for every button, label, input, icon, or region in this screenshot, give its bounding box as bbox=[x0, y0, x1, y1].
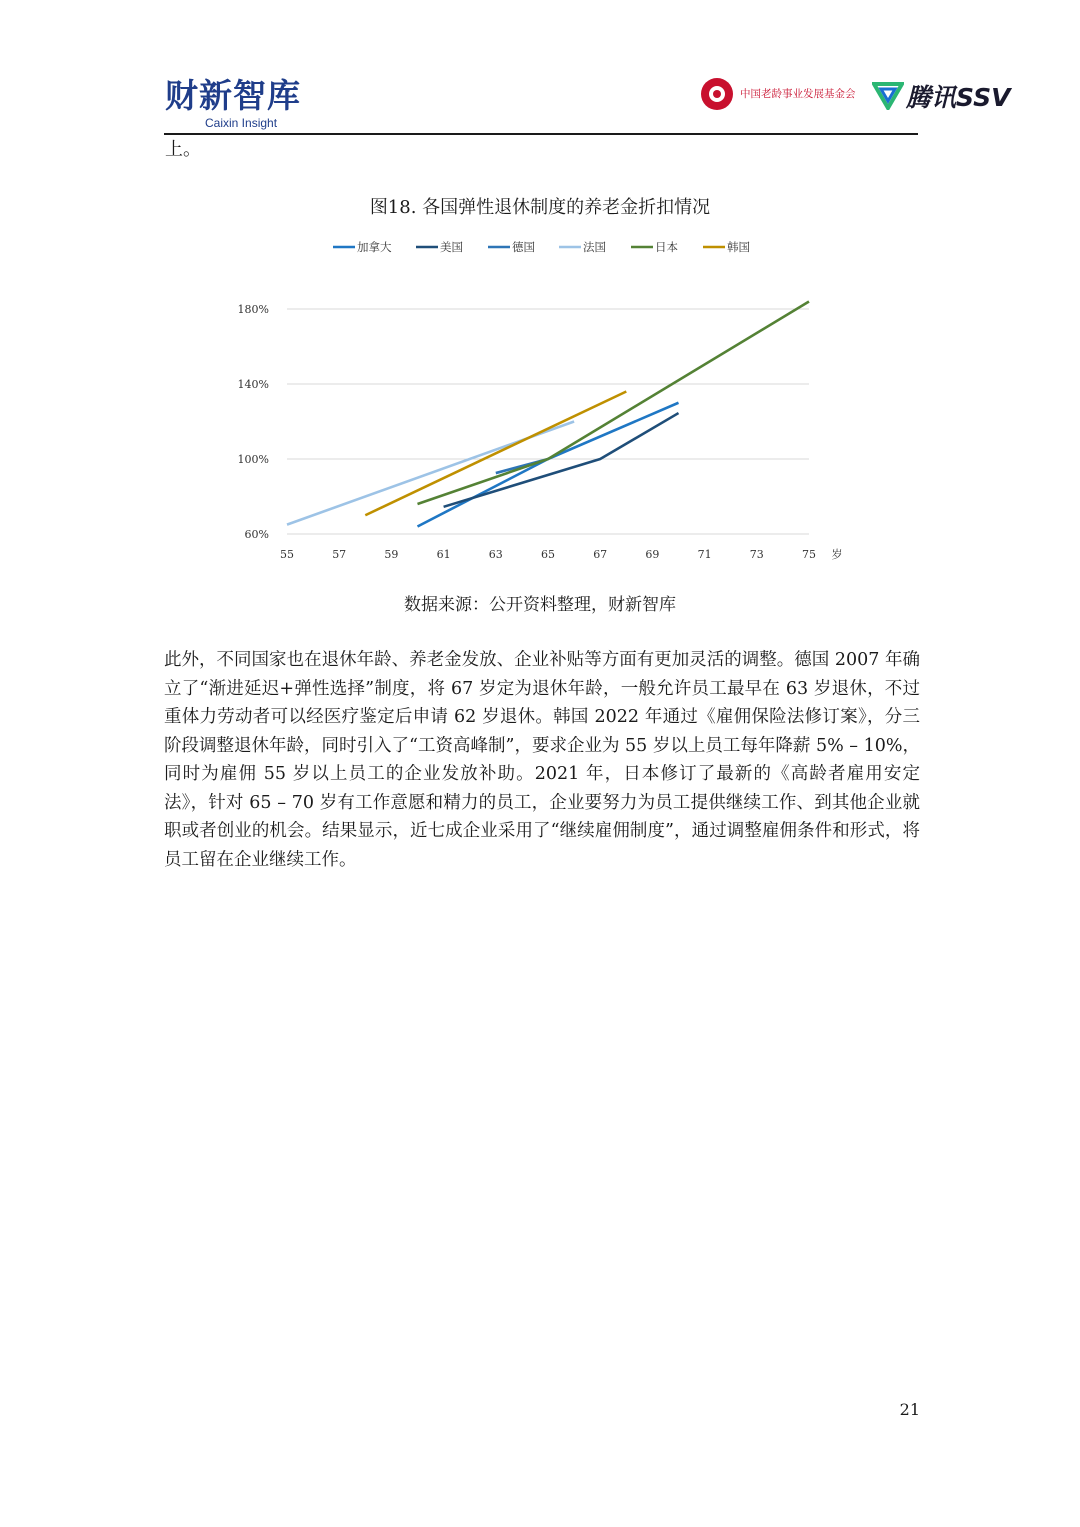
legend-label: 日本 bbox=[655, 240, 678, 254]
legend-label: 法国 bbox=[583, 240, 606, 254]
pension-discount-chart bbox=[0, 0, 1080, 640]
series-line-5 bbox=[418, 302, 810, 505]
x-tick-label: 75 bbox=[802, 548, 816, 561]
x-tick-label: 69 bbox=[645, 548, 660, 561]
legend-label: 德国 bbox=[512, 240, 535, 254]
x-tick-label: 59 bbox=[384, 548, 399, 561]
x-tick-label: 61 bbox=[436, 548, 451, 561]
y-tick-label: 100% bbox=[237, 453, 269, 466]
tencent-ssv-logo: 腾讯SSV bbox=[906, 83, 1011, 112]
x-tick-label: 57 bbox=[332, 548, 347, 561]
x-tick-label: 71 bbox=[697, 548, 712, 561]
y-tick-label: 60% bbox=[244, 528, 269, 541]
page-number: 21 bbox=[899, 1400, 920, 1419]
x-tick-label: 63 bbox=[488, 548, 503, 561]
body-paragraph: 此外，不同国家也在退休年龄、养老金发放、企业补贴等方面有更加灵活的调整。德国 2007 年确立了“渐进延迟+弹性选择”制度，将 67 岁定为退休年龄，一般允许员工最早在 63 岁退休，不过重体力劳动者可以经医疗鉴定后申请 62 岁退休。韩国 2022 年通过《雇佣保险法修订案》，分三阶段调整退休年龄，同时引入了“工资高峰制”，要求企业为 55 岁以上员工每年降薪 5% – 10%，同时为雇佣 55 岁以上员工的企业发放补助。2021 年，日本修订了最新的《高龄者雇用安定法》，针对 65 – 70 岁有工作意愿和精力的员工，企业要努力为员工提供继续工作、到其他企业就职或者创业的机会。结果显示，近七成企业采用了“继续雇佣制度”，通过调整雇佣条件和形式，将员工留在企业继续工作。 bbox=[164, 650, 920, 870]
x-tick-label: 55 bbox=[280, 548, 294, 561]
legend-label: 韩国 bbox=[727, 240, 750, 254]
legend-label: 加拿大 bbox=[357, 240, 392, 254]
x-tick-label: 67 bbox=[593, 548, 608, 561]
x-tick-label: 65 bbox=[541, 548, 555, 561]
continued-text: 上。 bbox=[165, 139, 201, 160]
y-tick-label: 180% bbox=[237, 303, 269, 316]
caixin-logo: 财新智库 bbox=[165, 76, 301, 115]
legend-label: 美国 bbox=[440, 240, 463, 254]
y-tick-label: 140% bbox=[237, 378, 269, 391]
x-axis-label: 岁 bbox=[831, 548, 843, 561]
x-tick-label: 73 bbox=[749, 548, 764, 561]
caixin-logo-en: Caixin Insight bbox=[205, 116, 278, 130]
series-line-6 bbox=[365, 392, 626, 516]
figure-title: 图18. 各国弹性退休制度的养老金折扣情况 bbox=[369, 197, 711, 218]
figure-source: 数据来源：公开资料整理，财新智库 bbox=[404, 595, 676, 615]
fund-name: 中国老龄事业发展基金会 bbox=[740, 88, 856, 100]
